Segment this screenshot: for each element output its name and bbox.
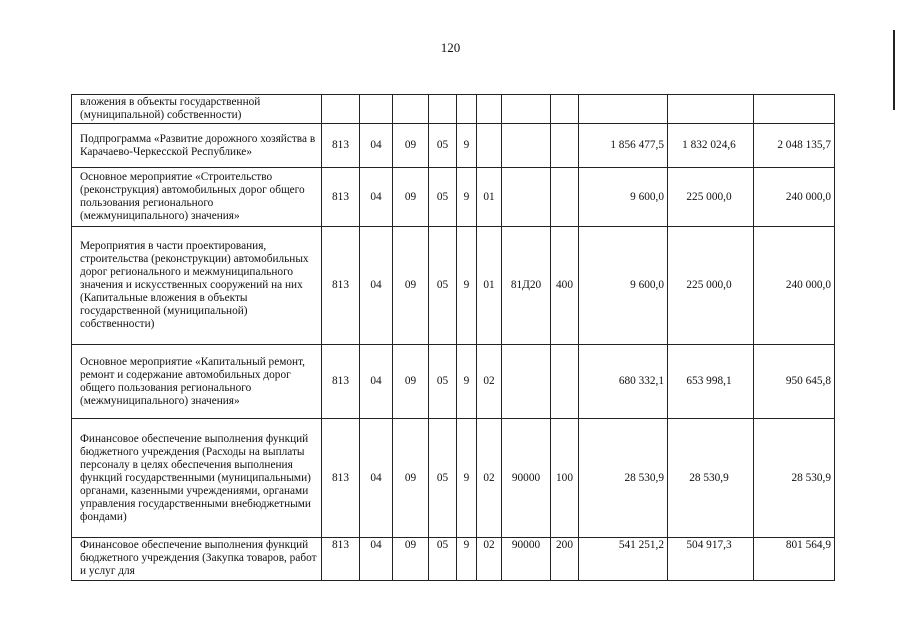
amount-year-3-cell: 801 564,9 xyxy=(754,538,835,581)
target-article-2-cell: 9 xyxy=(457,345,477,419)
target-article-2-cell: 9 xyxy=(457,227,477,345)
target-article-1-cell: 05 xyxy=(429,124,457,168)
table-row xyxy=(72,227,835,345)
row-name-cell: Мероприятия в части проектирования, строительства (реконструкции) автомобильных дорог регионального и межмуниципального значения и искусственных сооружений на них (Капитальные вложения в объекты государственной (муниципальной) собственности) xyxy=(72,227,322,345)
expense-type-cell: 400 xyxy=(551,227,579,345)
amount-year-3-cell: 950 645,8 xyxy=(754,345,835,419)
target-article-4-cell xyxy=(502,168,551,227)
target-article-2-cell: 9 xyxy=(457,124,477,168)
amount-year-2-cell: 28 530,9 xyxy=(668,419,754,538)
row-name-cell: вложения в объекты государственной (муниципальной) собственности) xyxy=(72,95,322,124)
budget-table xyxy=(71,94,835,581)
target-article-4-cell: 81Д20 xyxy=(502,227,551,345)
amount-year-2-cell: 504 917,3 xyxy=(668,538,754,581)
target-article-2-cell: 9 xyxy=(457,538,477,581)
target-article-4-cell: 90000 xyxy=(502,419,551,538)
target-article-2-cell: 9 xyxy=(457,168,477,227)
target-article-3-cell xyxy=(477,124,502,168)
grbs-cell: 813 xyxy=(322,538,360,581)
target-article-1-cell: 05 xyxy=(429,345,457,419)
target-article-2-cell xyxy=(457,95,477,124)
expense-type-cell: 200 xyxy=(551,538,579,581)
section-cell: 04 xyxy=(360,124,393,168)
amount-year-1-cell: 9 600,0 xyxy=(579,227,668,345)
row-name-cell: Основное мероприятие «Строительство (реконструкция) автомобильных дорог общего пользования регионального (межмуниципального) значения» xyxy=(72,168,322,227)
scan-edge-mark xyxy=(893,30,895,110)
grbs-cell: 813 xyxy=(322,419,360,538)
expense-type-cell: 100 xyxy=(551,419,579,538)
amount-year-1-cell: 28 530,9 xyxy=(579,419,668,538)
target-article-4-cell xyxy=(502,345,551,419)
amount-year-3-cell: 240 000,0 xyxy=(754,168,835,227)
target-article-1-cell xyxy=(429,95,457,124)
target-article-4-cell xyxy=(502,124,551,168)
amount-year-1-cell: 9 600,0 xyxy=(579,168,668,227)
subsection-cell: 09 xyxy=(393,538,429,581)
target-article-1-cell: 05 xyxy=(429,168,457,227)
table-row xyxy=(72,419,835,538)
row-name-cell: Финансовое обеспечение выполнения функций бюджетного учреждения (Расходы на выплаты персоналу в целях обеспечения выполнения функций государственными (муниципальными) органами, казенными учреждениями, органами управления государственными внебюджетными фондами) xyxy=(72,419,322,538)
table-row xyxy=(72,124,835,168)
target-article-3-cell: 02 xyxy=(477,419,502,538)
subsection-cell xyxy=(393,95,429,124)
table-row xyxy=(72,95,835,124)
expense-type-cell xyxy=(551,345,579,419)
subsection-cell: 09 xyxy=(393,168,429,227)
amount-year-2-cell: 1 832 024,6 xyxy=(668,124,754,168)
amount-year-2-cell xyxy=(668,95,754,124)
target-article-4-cell: 90000 xyxy=(502,538,551,581)
section-cell: 04 xyxy=(360,538,393,581)
subsection-cell: 09 xyxy=(393,345,429,419)
target-article-1-cell: 05 xyxy=(429,419,457,538)
target-article-2-cell: 9 xyxy=(457,419,477,538)
table-row xyxy=(72,168,835,227)
amount-year-1-cell xyxy=(579,95,668,124)
row-name-cell: Основное мероприятие «Капитальный ремонт, ремонт и содержание автомобильных дорог общего пользования регионального (межмуниципального) значения» xyxy=(72,345,322,419)
target-article-3-cell: 02 xyxy=(477,538,502,581)
grbs-cell: 813 xyxy=(322,168,360,227)
subsection-cell: 09 xyxy=(393,124,429,168)
grbs-cell xyxy=(322,95,360,124)
amount-year-1-cell: 680 332,1 xyxy=(579,345,668,419)
amount-year-3-cell: 2 048 135,7 xyxy=(754,124,835,168)
target-article-3-cell: 01 xyxy=(477,227,502,345)
table-row xyxy=(72,345,835,419)
target-article-3-cell: 01 xyxy=(477,168,502,227)
grbs-cell: 813 xyxy=(322,227,360,345)
target-article-4-cell xyxy=(502,95,551,124)
amount-year-3-cell: 240 000,0 xyxy=(754,227,835,345)
amount-year-3-cell: 28 530,9 xyxy=(754,419,835,538)
page-number: 120 xyxy=(440,40,461,55)
section-cell: 04 xyxy=(360,345,393,419)
target-article-1-cell: 05 xyxy=(429,538,457,581)
amount-year-3-cell xyxy=(754,95,835,124)
section-cell: 04 xyxy=(360,227,393,345)
amount-year-2-cell: 653 998,1 xyxy=(668,345,754,419)
row-name-cell: Финансовое обеспечение выполнения функций бюджетного учреждения (Закупка товаров, работ и услуг для xyxy=(72,538,322,581)
grbs-cell: 813 xyxy=(322,345,360,419)
subsection-cell: 09 xyxy=(393,419,429,538)
target-article-1-cell: 05 xyxy=(429,227,457,345)
amount-year-1-cell: 541 251,2 xyxy=(579,538,668,581)
row-name-cell: Подпрограмма «Развитие дорожного хозяйства в Карачаево-Черкесской Республике» xyxy=(72,124,322,168)
section-cell: 04 xyxy=(360,168,393,227)
table-row xyxy=(72,538,835,581)
amount-year-1-cell: 1 856 477,5 xyxy=(579,124,668,168)
amount-year-2-cell: 225 000,0 xyxy=(668,168,754,227)
subsection-cell: 09 xyxy=(393,227,429,345)
target-article-3-cell: 02 xyxy=(477,345,502,419)
section-cell xyxy=(360,95,393,124)
expense-type-cell xyxy=(551,168,579,227)
expense-type-cell xyxy=(551,124,579,168)
expense-type-cell xyxy=(551,95,579,124)
target-article-3-cell xyxy=(477,95,502,124)
section-cell: 04 xyxy=(360,419,393,538)
grbs-cell: 813 xyxy=(322,124,360,168)
amount-year-2-cell: 225 000,0 xyxy=(668,227,754,345)
